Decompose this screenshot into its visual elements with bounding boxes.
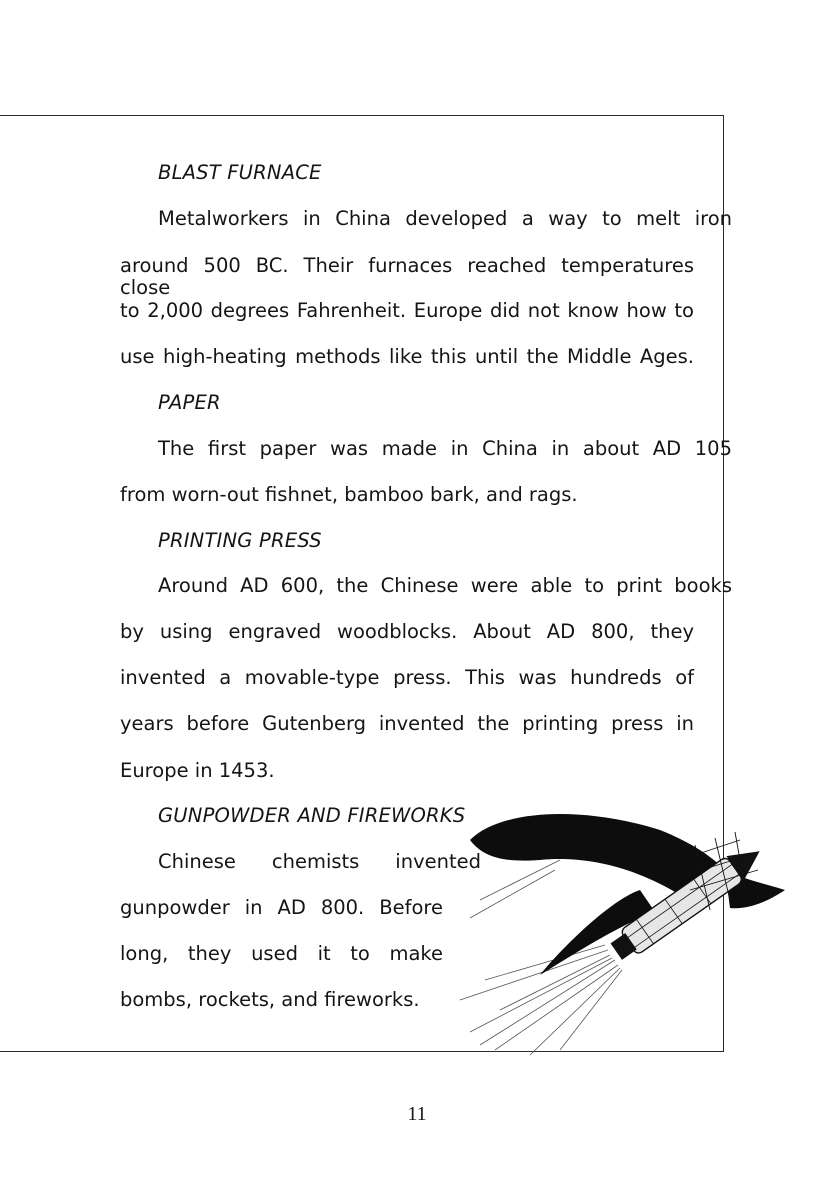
heading-paper: PAPER bbox=[158, 391, 221, 414]
text-line: Europe in 1453. bbox=[120, 759, 275, 782]
text-line: by using engraved woodblocks. About AD 800, they bbox=[120, 620, 694, 643]
text-line: from worn-out fishnet, bamboo bark, and rags. bbox=[120, 483, 578, 506]
text-line: around 500 BC. Their furnaces reached temperatures close bbox=[120, 254, 694, 299]
heading-gunpowder-and-fireworks: GUNPOWDER AND FIREWORKS bbox=[158, 804, 466, 827]
exhaust-streaks bbox=[460, 860, 622, 1055]
upper-fin-shape bbox=[470, 814, 725, 895]
text-line: to 2,000 degrees Fahrenheit. Europe did not know how to bbox=[120, 299, 694, 322]
text-line: invented a movable-type press. This was hundreds of bbox=[120, 666, 694, 689]
text-line: use high-heating methods like this until the Middle Ages. bbox=[120, 345, 694, 368]
text-line: bombs, rockets, and fireworks. bbox=[120, 988, 420, 1011]
page-number: 11 bbox=[407, 1103, 427, 1125]
heading-printing-press: PRINTING PRESS bbox=[158, 529, 322, 552]
rocket-illustration bbox=[440, 800, 800, 1060]
text-line: The first paper was made in China in about AD 105 bbox=[158, 437, 732, 460]
text-line: gunpowder in AD 800. Before bbox=[120, 896, 443, 919]
text-line: Chinese chemists invented bbox=[158, 850, 481, 873]
text-line: long, they used it to make bbox=[120, 942, 443, 965]
text-line: years before Gutenberg invented the printing press in bbox=[120, 712, 694, 735]
text-line: Around AD 600, the Chinese were able to print books bbox=[158, 574, 732, 597]
text-line: Metalworkers in China developed a way to melt iron bbox=[158, 207, 732, 230]
heading-blast-furnace: BLAST FURNACE bbox=[158, 161, 322, 184]
